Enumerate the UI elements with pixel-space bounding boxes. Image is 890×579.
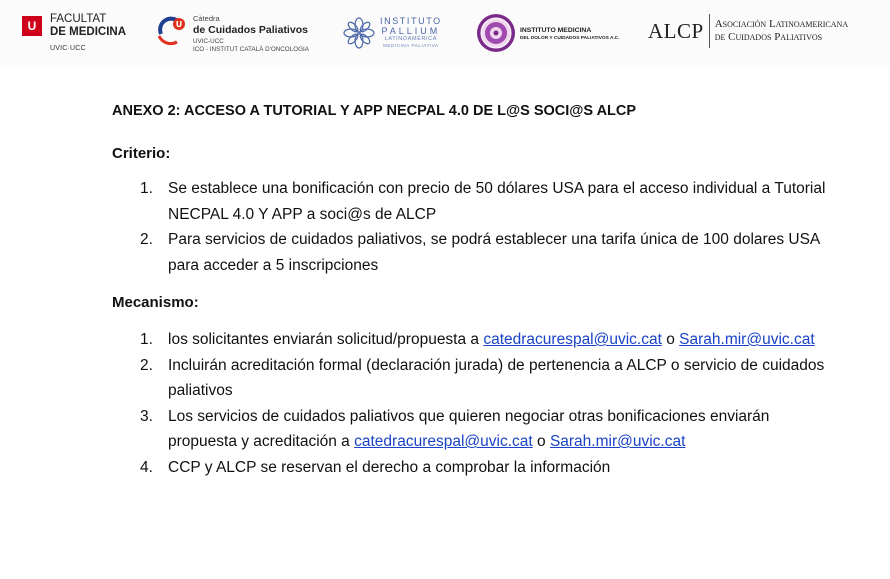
logo3-line4: MEDICINA PALIATIVA <box>383 43 439 48</box>
instituto-pallium-logo <box>342 16 442 50</box>
logo2-line3: UVIC-UCC <box>193 38 224 45</box>
list-item: 1. Se establece una bonificación con precio de 50 dólares USA para el acceso individual a Tutorial NECPAL 4.0 Y APP a soci@s de ALCP <box>140 180 826 223</box>
list-item: 1. los solicitantes enviarán solicitud/propuesta a catedracurespal@uvic.cat o Sarah.mir@uvic.cat <box>140 331 815 348</box>
email-link-sarah-mir[interactable]: Sarah.mir@uvic.cat <box>549 433 686 450</box>
instituto-medicina-dolor-logo <box>476 13 620 53</box>
list-item: 2. Para servicios de cuidados paliativos, se podrá establecer una tarifa única de 100 dolares USA para acceder a 5 inscripciones <box>140 231 820 274</box>
header-logos <box>0 0 890 68</box>
uvic-logo-icon: U <box>22 16 42 36</box>
alcp-name-line1: Asociación Latinoamericana <box>714 18 849 30</box>
alcp-logo <box>648 14 848 48</box>
alcp-name-line2: de Cuidados Paliativos <box>714 31 823 43</box>
mecanismo-list <box>140 327 840 480</box>
criterio-list <box>140 176 840 278</box>
logo1-line1: FACULTAT <box>50 13 107 25</box>
mecanismo-heading: Mecanismo: <box>112 294 199 311</box>
document-title: ANEXO 2: ACCESO A TUTORIAL Y APP NECPAL 4.0 DE L@S SOCI@S ALCP <box>112 103 637 119</box>
email-link-catedracurespal[interactable]: catedracurespal@uvic.cat <box>354 433 533 450</box>
logo1-line3: UVIC·UCC <box>50 45 86 52</box>
alcp-divider <box>709 14 710 48</box>
list-item: 4. CCP y ALCP se reservan el derecho a comprobar la información <box>140 458 611 476</box>
alcp-acronym: ALCP <box>648 18 704 43</box>
email-link-sarah-mir[interactable]: Sarah.mir@uvic.cat <box>679 331 815 348</box>
logo4-line1: INSTITUTO MEDICINA <box>520 27 592 34</box>
logo2-line4: ICO - INSTITUT CATALÀ D'ONCOLOGIA <box>193 46 309 53</box>
logo3-line2: PALLIUM <box>381 26 441 36</box>
instituto-medicina-seal-icon <box>476 13 516 53</box>
list-item: 3. Los servicios de cuidados paliativos que quieren negociar otras bonificaciones enviarán propuesta y acreditación a catedracurespal@uvic.cat o Sarah.mir@uvic.cat <box>140 407 770 450</box>
svg-text:U: U <box>175 20 183 29</box>
logo2-line1: Càtedra <box>193 14 220 23</box>
email-link-catedracurespal[interactable]: catedracurespal@uvic.cat <box>483 331 662 348</box>
logo1-line2: DE MEDICINA <box>50 26 127 38</box>
logo3-line3: LATINOAMÉRICA <box>384 36 438 42</box>
criterio-heading: Criterio: <box>112 145 171 162</box>
logo4-line2: DEL DOLOR Y CUIDADOS PALIATIVOS A.C. <box>520 36 620 41</box>
logo2-line2: de Cuidados Paliativos <box>193 24 308 36</box>
pallium-flower-icon <box>342 16 376 50</box>
catedra-cuidados-paliativos-logo <box>155 14 309 54</box>
list-item: 2. Incluirán acreditación formal (declaración jurada) de pertenencia a ALCP o servicio de cuidados paliativos <box>140 356 825 399</box>
logo3-line1: INSTITUTO <box>380 16 442 26</box>
uvic-facultat-medicina-logo <box>22 13 126 55</box>
catedra-logo-icon <box>155 14 187 46</box>
